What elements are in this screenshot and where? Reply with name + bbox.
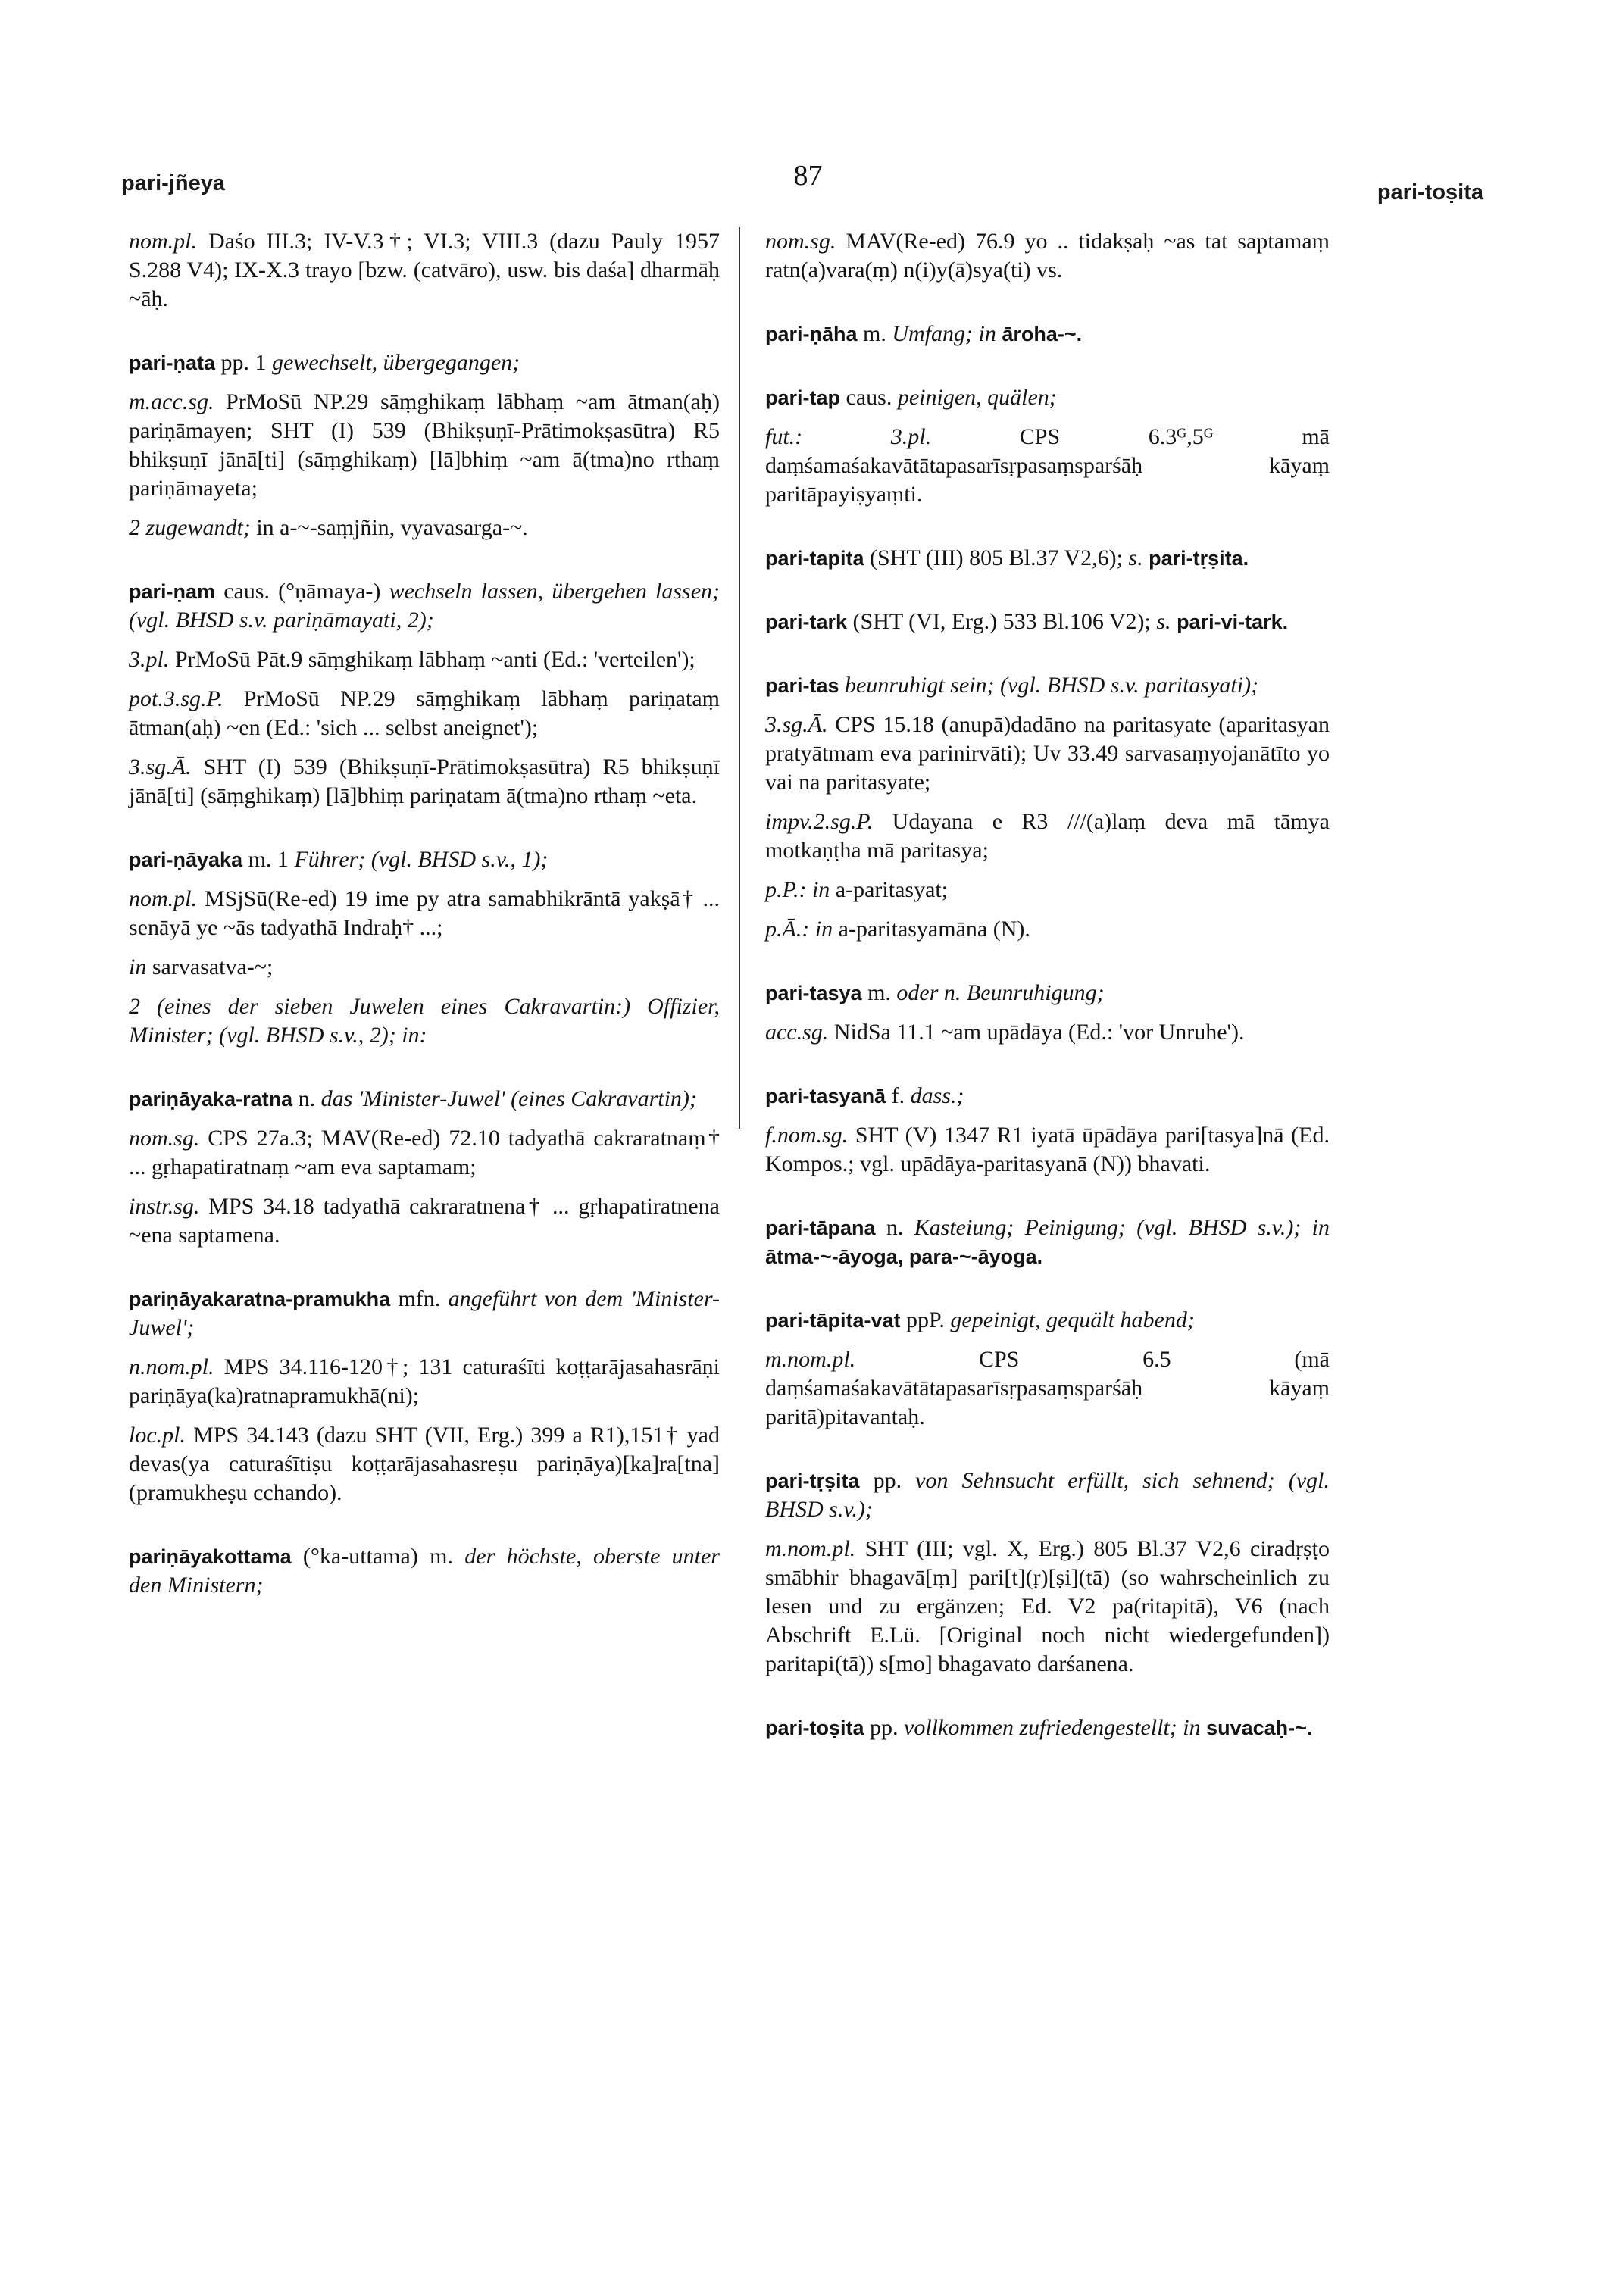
citation-text: in a-~-saṃjñin, vyavasarga-~. bbox=[250, 515, 528, 540]
part-of-speech: (SHT (III) 805 Bl.37 V2,6); bbox=[864, 545, 1129, 570]
citation-line bbox=[765, 1535, 1330, 1679]
citation-line bbox=[765, 1018, 1330, 1047]
citation-line bbox=[765, 423, 1330, 509]
part-of-speech: caus. (°ṇāmaya-) bbox=[215, 579, 389, 604]
headword: pari-tāpita-vat bbox=[765, 1309, 901, 1332]
part-of-speech: (SHT (VI, Erg.) 533 Bl.106 V2); bbox=[847, 609, 1157, 634]
citation-line bbox=[129, 1192, 720, 1250]
citation-text: PrMoSū Pāt.9 sāṃghikaṃ lābhaṃ ~anti (Ed.: 'verteilen'); bbox=[169, 647, 695, 672]
citation-line bbox=[765, 915, 1330, 944]
grammatical-form: f.nom.sg. bbox=[765, 1123, 849, 1148]
dictionary-entry bbox=[765, 383, 1330, 509]
dictionary-entry bbox=[765, 1467, 1330, 1679]
citation-text: SHT (III; vgl. X, Erg.) 805 Bl.37 V2,6 ciradṛṣṭo smābhir bhagavā[ṃ] pari[t](ṛ)[ṣi](tā) (so wahrscheinlich zu lesen und zu ergänzen; Ed. V2 pa(ritapitā), V6 (nach Abschrift E.Lü. [Original noch nicht wiedergefunden]) paritapi(tā)) s[mo] bhagavato darśanena. bbox=[765, 1536, 1330, 1676]
citation-text: MPS 34.116-120†; 131 caturaśīti koṭṭarājasahasrāṇi pariṇāya(ka)ratnapramukhā(ni); bbox=[129, 1354, 720, 1408]
citation-line bbox=[129, 685, 720, 742]
dictionary-entry bbox=[765, 1713, 1330, 1742]
headword: pari-tas bbox=[765, 674, 839, 697]
headword: pari-ṇata bbox=[129, 351, 216, 374]
headword: pariṇāyakottama bbox=[129, 1545, 292, 1568]
running-head-left: pari-jñeya bbox=[121, 171, 225, 195]
column-divider bbox=[739, 227, 740, 1129]
headword: pari-ṇāyaka bbox=[129, 848, 243, 871]
citation-line bbox=[129, 1353, 720, 1410]
dictionary-entry bbox=[129, 845, 720, 1050]
citation-line bbox=[129, 645, 720, 674]
gloss: dass.; bbox=[910, 1083, 964, 1108]
citation-line bbox=[765, 227, 1330, 285]
right-column bbox=[765, 227, 1330, 1777]
gloss: Kasteiung; Peinigung; (vgl. BHSD s.v.); in bbox=[914, 1215, 1330, 1240]
part-of-speech: m. 1 bbox=[242, 847, 295, 872]
entry-headline bbox=[765, 383, 1330, 412]
part-of-speech: m. bbox=[861, 980, 897, 1005]
dictionary-entry bbox=[765, 979, 1330, 1047]
grammatical-form: nom.pl. bbox=[129, 229, 197, 254]
dictionary-entry bbox=[765, 1214, 1330, 1271]
grammatical-form: nom.sg. bbox=[765, 229, 836, 254]
headword: pari-tṛṣita bbox=[765, 1470, 860, 1492]
headword: pariṇāyakaratna-pramukha bbox=[129, 1288, 391, 1310]
grammatical-form: pot.3.sg.P. bbox=[129, 686, 223, 711]
gloss: gewechselt, übergegangen; bbox=[272, 350, 520, 375]
entry-headline bbox=[765, 1214, 1330, 1271]
grammatical-form: 3.pl. bbox=[129, 647, 170, 672]
citation-text: Daśo III.3; IV-V.3†; VI.3; VIII.3 (dazu Pauly 1957 S.288 V4); IX-X.3 trayo [bzw. (catvāro), usw. bis daśa] dharmāḥ ~āḥ. bbox=[129, 229, 720, 311]
citation-line bbox=[129, 514, 720, 542]
citation-line bbox=[129, 992, 720, 1050]
dictionary-entry bbox=[129, 1542, 720, 1600]
gloss: das 'Minister-Juwel' (eines Cakravartin); bbox=[320, 1086, 697, 1111]
gloss: peinigen, quälen; bbox=[897, 385, 1057, 410]
citation-line bbox=[129, 1124, 720, 1182]
grammatical-form: 2 (eines der sieben Juwelen eines Cakravartin:) Offizier, Minister; (vgl. BHSD s.v., 2); in: bbox=[129, 994, 720, 1048]
cross-reference: pari-vi-tark. bbox=[1171, 611, 1289, 633]
gloss: Umfang; in bbox=[892, 321, 996, 346]
headword: pari-tāpana bbox=[765, 1217, 876, 1239]
citation-line bbox=[129, 953, 720, 982]
entry-headline bbox=[765, 671, 1330, 700]
grammatical-form: p.P.: in bbox=[765, 877, 830, 902]
citation-text: CPS 6.3ᴳ,5ᴳ mā daṃśamaśakavātātapasarīsṛpasaṃsparśāḥ kāyaṃ paritāpayiṣyaṃti. bbox=[765, 424, 1330, 507]
part-of-speech: (°ka-uttama) m. bbox=[291, 1544, 465, 1569]
dictionary-entry bbox=[129, 577, 720, 811]
citation-line bbox=[765, 876, 1330, 904]
cross-reference: āroha-~. bbox=[996, 323, 1083, 345]
grammatical-form: in bbox=[129, 954, 147, 979]
citation-text: MPS 34.18 tadyathā cakraratnena† ... gṛhapatiratnena ~ena saptamena. bbox=[129, 1194, 720, 1248]
entry-headline bbox=[129, 845, 720, 874]
headword: pari-toṣita bbox=[765, 1717, 864, 1739]
entry-headline bbox=[765, 544, 1330, 573]
running-head-right: pari-toṣita bbox=[1377, 180, 1483, 205]
citation-line bbox=[129, 1421, 720, 1507]
grammatical-form: instr.sg. bbox=[129, 1194, 200, 1219]
citation-text: Udayana e R3 ///(a)laṃ deva mā tāmya motkaṇṭha mā paritasya; bbox=[765, 809, 1330, 863]
citation-line bbox=[765, 1345, 1330, 1432]
citation-line bbox=[765, 1121, 1330, 1179]
cross-reference: pari-tṛṣita. bbox=[1142, 547, 1249, 570]
dictionary-entry bbox=[765, 608, 1330, 636]
entry-headline bbox=[129, 348, 720, 377]
citation-text: NidSa 11.1 ~am upādāya (Ed.: 'vor Unruhe'). bbox=[828, 1020, 1245, 1045]
headword: pari-tark bbox=[765, 611, 848, 633]
page-number: 87 bbox=[793, 160, 823, 192]
entry-headline bbox=[765, 320, 1330, 348]
grammatical-form: 2 zugewandt; bbox=[129, 515, 251, 540]
part-of-speech: ppP. bbox=[900, 1307, 951, 1332]
entry-headline bbox=[765, 608, 1330, 636]
entry-headline bbox=[129, 1085, 720, 1114]
grammatical-form: p.Ā.: in bbox=[765, 917, 833, 942]
gloss: s. bbox=[1156, 609, 1171, 634]
gloss: s. bbox=[1128, 545, 1143, 570]
citation-line bbox=[765, 711, 1330, 797]
gloss: gepeinigt, gequält habend; bbox=[950, 1307, 1195, 1332]
grammatical-form: 3.sg.Ā. bbox=[129, 754, 192, 779]
dictionary-entry bbox=[765, 227, 1330, 285]
citation-text: SHT (V) 1347 R1 iyatā ūpādāya pari[tasya]nā (Ed. Kompos.; vgl. upādāya-paritasyanā (N)) bhavati. bbox=[765, 1123, 1330, 1176]
gloss: wechseln lassen, übergehen lassen; (vgl. BHSD s.v. pariṇāmayati, 2); bbox=[129, 579, 720, 633]
citation-line bbox=[129, 885, 720, 942]
dictionary-entry bbox=[129, 1085, 720, 1250]
grammatical-form: nom.pl. bbox=[129, 886, 197, 911]
gloss: oder n. Beunruhigung; bbox=[896, 980, 1105, 1005]
gloss: angeführt von dem 'Minister-Juwel'; bbox=[129, 1286, 720, 1340]
citation-text: PrMoSū NP.29 sāṃghikaṃ lābhaṃ ~am ātman(aḥ) pariṇāmayen; SHT (I) 539 (Bhikṣuṇī-Prātimokṣasūtra) R5 bhikṣuṇī jānā[ti] (sāṃghikaṃ) [lā]bhiṃ ~am ā(tma)no rthaṃ pariṇāmayeta; bbox=[129, 389, 720, 501]
citation-line bbox=[765, 808, 1330, 865]
headword: pari-tap bbox=[765, 386, 841, 409]
part-of-speech bbox=[839, 673, 846, 698]
citation-text: CPS 27a.3; MAV(Re-ed) 72.10 tadyathā cakraratnaṃ† ... gṛhapatiratnaṃ ~am eva saptamam; bbox=[129, 1126, 720, 1179]
entry-headline bbox=[129, 1542, 720, 1600]
grammatical-form: m.nom.pl. bbox=[765, 1536, 856, 1561]
part-of-speech: pp. bbox=[864, 1715, 905, 1740]
citation-text: MPS 34.143 (dazu SHT (VII, Erg.) 399 a R1),151† yad devas(ya caturaśītiṣu koṭṭarājasahasreṣu pariṇāya)[ka]ra[tna](pramukheṣu cchando). bbox=[129, 1423, 720, 1505]
citation-text: MSjSū(Re-ed) 19 ime py atra samabhikrāntā yakṣā† ... senāyā ye ~ās tadyathā Indraḥ† ...; bbox=[129, 886, 720, 940]
grammatical-form: 3.sg.Ā. bbox=[765, 712, 828, 737]
headword: pariṇāyaka-ratna bbox=[129, 1088, 293, 1111]
grammatical-form: n.nom.pl. bbox=[129, 1354, 214, 1379]
dictionary-entry bbox=[129, 348, 720, 542]
gloss: von Sehnsucht erfüllt, sich sehnend; (vgl. BHSD s.v.); bbox=[765, 1468, 1330, 1522]
entry-headline bbox=[765, 1713, 1330, 1742]
citation-line bbox=[129, 753, 720, 811]
dictionary-entry bbox=[765, 1082, 1330, 1179]
citation-text: CPS 6.5 (mā daṃśamaśakavātātapasarīsṛpasaṃsparśāḥ kāyaṃ paritā)pitavantaḥ. bbox=[765, 1347, 1330, 1429]
cross-reference: ātma-~-āyoga, para-~-āyoga. bbox=[765, 1245, 1043, 1268]
part-of-speech: mfn. bbox=[390, 1286, 449, 1311]
grammatical-form: m.acc.sg. bbox=[129, 389, 214, 414]
grammatical-form: loc.pl. bbox=[129, 1423, 186, 1448]
part-of-speech: m. bbox=[857, 321, 892, 346]
part-of-speech: pp. 1 bbox=[215, 350, 273, 375]
part-of-speech: n. bbox=[875, 1215, 914, 1240]
left-column bbox=[129, 227, 720, 1635]
cross-reference: suvacaḥ-~. bbox=[1200, 1717, 1313, 1739]
citation-text: PrMoSū NP.29 sāṃghikaṃ lābhaṃ pariṇataṃ ātman(aḥ) ~en (Ed.: 'sich ... selbst aneignet'); bbox=[129, 686, 720, 740]
citation-text: CPS 15.18 (anupā)dadāno na paritasyate (aparitasyan pratyātmam eva parinirvāti); Uv 33.49 sarvasaṃyojanātīto yo vai na paritasyate; bbox=[765, 712, 1330, 795]
citation-text: MAV(Re-ed) 76.9 yo .. tidakṣaḥ ~as tat saptamaṃ ratn(a)vara(ṃ) n(i)y(ā)sya(ti) vs. bbox=[765, 229, 1330, 283]
entry-headline bbox=[765, 979, 1330, 1007]
citation-text: a-paritasyamāna (N). bbox=[833, 917, 1030, 942]
entry-headline bbox=[129, 577, 720, 635]
dictionary-entry bbox=[765, 1306, 1330, 1432]
grammatical-form: acc.sg. bbox=[765, 1020, 829, 1045]
headword: pari-tapita bbox=[765, 547, 864, 570]
part-of-speech: f. bbox=[886, 1083, 911, 1108]
dictionary-entry bbox=[129, 227, 720, 314]
citation-text: a-paritasyat; bbox=[830, 877, 949, 902]
citation-text: sarvasatva-~; bbox=[146, 954, 274, 979]
grammatical-form: fut.: 3.pl. bbox=[765, 424, 932, 449]
part-of-speech: pp. bbox=[859, 1468, 916, 1493]
headword: pari-ṇāha bbox=[765, 323, 858, 345]
dictionary-entry bbox=[765, 320, 1330, 348]
gloss: beunruhigt sein; (vgl. BHSD s.v. paritasyati); bbox=[845, 673, 1259, 698]
dictionary-entry bbox=[765, 544, 1330, 573]
gloss: Führer; (vgl. BHSD s.v., 1); bbox=[294, 847, 549, 872]
grammatical-form: impv.2.sg.P. bbox=[765, 809, 874, 834]
dictionary-entry bbox=[129, 1285, 720, 1507]
entry-headline bbox=[765, 1306, 1330, 1335]
part-of-speech: n. bbox=[292, 1086, 321, 1111]
part-of-speech: caus. bbox=[840, 385, 898, 410]
gloss: der höchste, oberste unter den Ministern; bbox=[129, 1544, 720, 1598]
entry-headline bbox=[765, 1467, 1330, 1524]
headword: pari-ṇam bbox=[129, 580, 216, 603]
citation-line bbox=[129, 227, 720, 314]
grammatical-form: nom.sg. bbox=[129, 1126, 200, 1151]
entry-headline bbox=[129, 1285, 720, 1342]
entry-headline bbox=[765, 1082, 1330, 1111]
citation-line bbox=[129, 388, 720, 503]
headword: pari-tasya bbox=[765, 982, 862, 1004]
dictionary-entry bbox=[765, 671, 1330, 944]
headword: pari-tasyanā bbox=[765, 1085, 886, 1107]
grammatical-form: m.nom.pl. bbox=[765, 1347, 856, 1372]
citation-text: SHT (I) 539 (Bhikṣuṇī-Prātimokṣasūtra) R5 bhikṣuṇī jānā[ti] (sāṃghikaṃ) [lā]bhiṃ pariṇatam ā(tma)no rthaṃ ~eta. bbox=[129, 754, 720, 808]
gloss: vollkommen zufriedengestellt; in bbox=[904, 1715, 1201, 1740]
